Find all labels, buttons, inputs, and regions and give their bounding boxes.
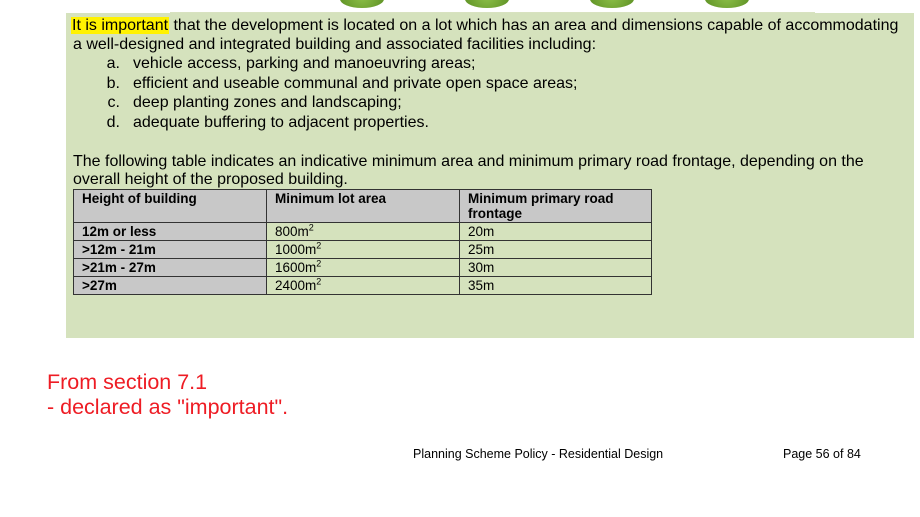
header-lot-area: Minimum lot area — [267, 190, 460, 223]
table-intro-paragraph: The following table indicates an indicative minimum area and minimum primary road frontage, depending on the overall height of the proposed building. — [73, 153, 864, 188]
list-item: d. adequate buffering to adjacent properties. — [106, 113, 429, 131]
table-row: >27m $2400m^2$ 35m — [74, 277, 652, 295]
intro-text: that the development is located on a lot which has an area and dimensions capable of accommodating a well-designed and integrated building and associated facilities including: — [73, 17, 899, 53]
table-row: >21m - 27m $1600m^2$ 30m — [74, 259, 652, 277]
annotation-line: - declared as "important". — [47, 395, 289, 419]
highlighted-phrase: It is important — [72, 17, 169, 34]
facility-list — [100, 54, 577, 132]
table-row: >12m - 21m $1000m^2$ 25m — [74, 241, 652, 259]
tree-graphic — [590, 0, 634, 8]
list-item: a. vehicle access, parking and manoeuvring areas; — [106, 55, 476, 72]
tree-graphic — [465, 0, 509, 8]
lot-requirements-table — [73, 189, 652, 295]
annotation-note — [47, 370, 288, 420]
top-image-strip — [170, 0, 815, 13]
list-item: c. deep planting zones and landscaping; — [107, 94, 402, 111]
header-height: Height of building — [74, 190, 267, 223]
table-header-row — [74, 190, 652, 223]
header-frontage: Minimum primary road frontage — [460, 190, 652, 223]
footer-page-number: Page 56 of 84 — [783, 447, 861, 461]
table-row: 12m or less $800m^2$ 20m — [74, 223, 652, 241]
footer-document-title: Planning Scheme Policy - Residential Design — [413, 447, 664, 461]
tree-graphic — [705, 0, 749, 8]
list-item: b. efficient and useable communal and private open space areas; — [106, 74, 578, 92]
annotation-line: From section 7.1 — [47, 370, 208, 394]
intro-paragraph — [73, 16, 908, 54]
tree-graphic — [340, 0, 384, 8]
